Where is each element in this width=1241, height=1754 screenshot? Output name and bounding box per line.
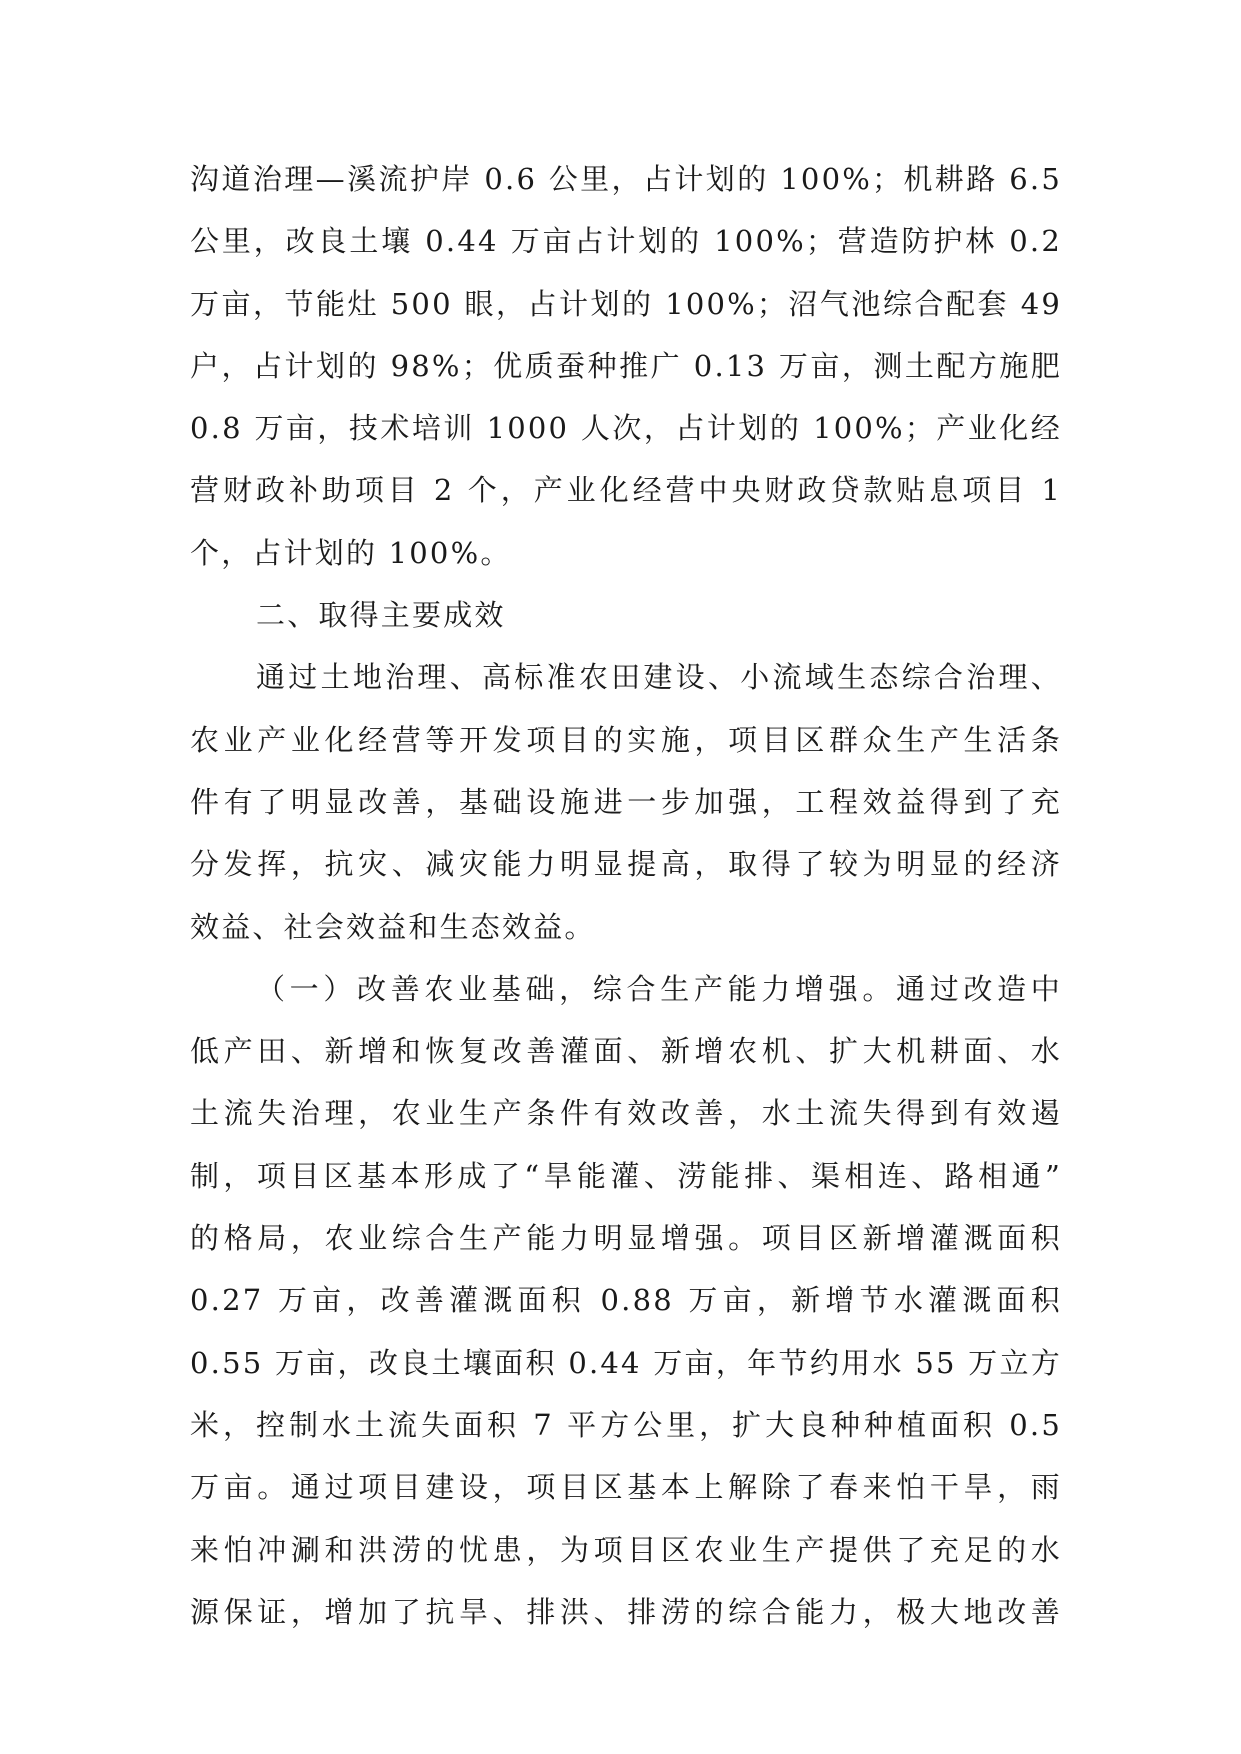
- text-line: 沟道治理—溪流护岸 0.6 公里，占计划的 100%；机耕路 6.5: [190, 162, 1062, 196]
- text-line: 万亩。通过项目建设，项目区基本上解除了春来怕干旱，雨: [190, 1470, 1062, 1505]
- text-line: 万亩，节能灶 500 眼，占计划的 100%；沼气池综合配套 49: [190, 286, 1062, 321]
- text-line: 制，项目区基本形成了“旱能灌、涝能排、渠相连、路相通”: [190, 1158, 1062, 1193]
- text-line: 效益、社会效益和生态效益。: [190, 909, 596, 944]
- text-line: 源保证，增加了抗旱、排洪、排涝的综合能力，极大地改善: [190, 1594, 1062, 1629]
- text-line: 通过土地治理、高标准农田建设、小流域生态综合治理、: [256, 660, 1062, 695]
- text-line: 户，占计划的 98%；优质蚕种推广 0.13 万亩，测土配方施肥: [190, 348, 1062, 383]
- text-line: 0.27 万亩，改善灌溉面积 0.88 万亩，新增节水灌溉面积: [190, 1283, 1062, 1318]
- text-line: 0.8 万亩，技术培训 1000 人次，占计划的 100%；产业化经: [190, 411, 1062, 446]
- text-line: 的格局，农业综合生产能力明显增强。项目区新增灌溉面积: [190, 1221, 1062, 1256]
- text-line: 农业产业化经营等开发项目的实施，项目区群众生产生活条: [190, 722, 1062, 757]
- text-line: 低产田、新增和恢复改善灌面、新增农机、扩大机耕面、水: [190, 1034, 1062, 1069]
- body-text: [190, 148, 1062, 1643]
- text-line: 0.55 万亩，改良土壤面积 0.44 万亩，年节约用水 55 万立方: [190, 1345, 1062, 1380]
- text-line: 土流失治理，农业生产条件有效改善，水土流失得到有效遏: [190, 1096, 1062, 1131]
- text-line: 个，占计划的 100%。: [190, 535, 512, 570]
- text-line: 来怕冲涮和洪涝的忧患，为项目区农业生产提供了充足的水: [190, 1532, 1062, 1567]
- text-line: 件有了明显改善，基础设施进一步加强，工程效益得到了充: [190, 784, 1062, 819]
- text-line: 米，控制水土流失面积 7 平方公里，扩大良种种植面积 0.5: [190, 1407, 1062, 1442]
- text-line: 营财政补助项目 2 个，产业化经营中央财政贷款贴息项目 1: [190, 473, 1062, 508]
- text-line: 分发挥，抗灾、减灾能力明显提高，取得了较为明显的经济: [190, 847, 1062, 882]
- text-line: 公里，改良土壤 0.44 万亩占计划的 100%；营造防护林 0.2: [190, 224, 1062, 259]
- subsection-line: （一）改善农业基础，综合生产能力增强。通过改造中: [256, 971, 1062, 1006]
- section-heading: 二、取得主要成效: [256, 598, 506, 633]
